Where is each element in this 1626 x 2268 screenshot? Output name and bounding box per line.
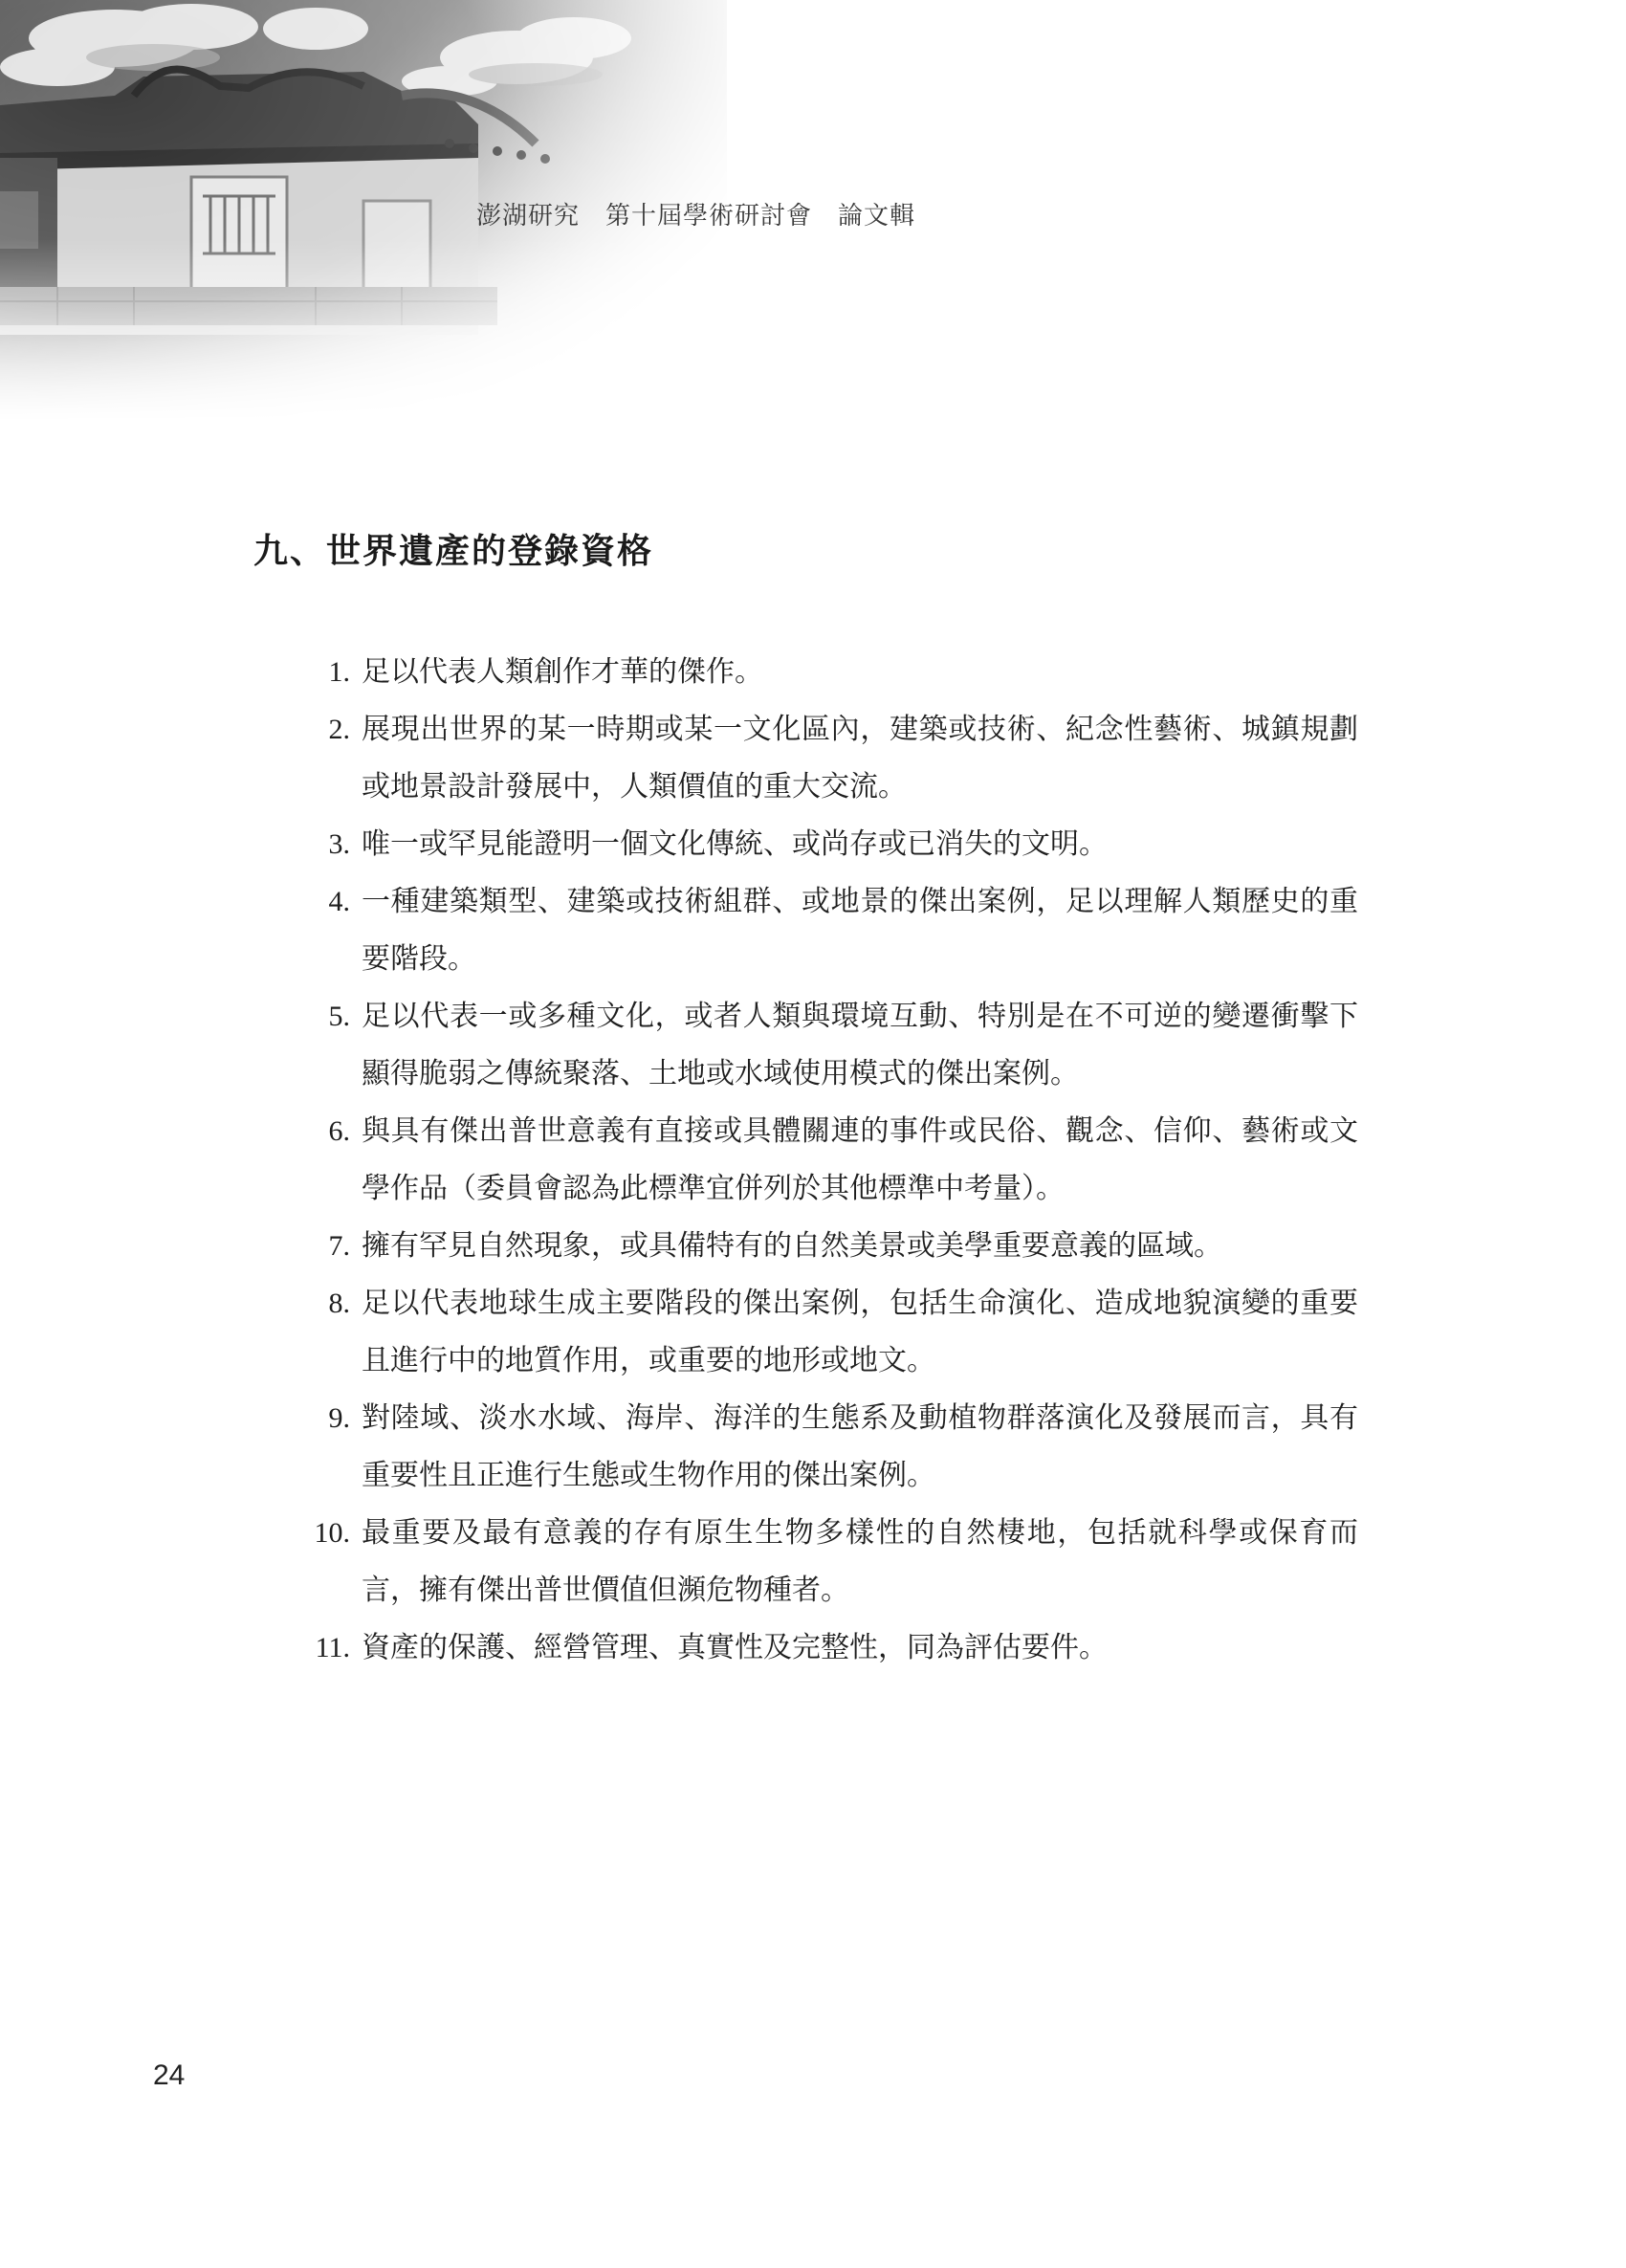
criteria-item [287, 1619, 1358, 1677]
criteria-text: 足以代表人類創作才華的傑作。 [362, 655, 763, 689]
criteria-item [287, 816, 1358, 873]
criteria-item [287, 644, 1358, 701]
criteria-text: 足以代表一或多種文化，或者人類與環境互動、特別是在不可逆的變遷衝擊下顯得脆弱之傳統聚落、土地或水域使用模式的傑出案例。 [362, 1000, 1358, 1090]
section-title: 九、世界遺產的登錄資格 [253, 531, 654, 571]
criteria-number: 6. [328, 1115, 350, 1147]
criteria-item [287, 701, 1358, 816]
criteria-number: 5. [328, 1001, 350, 1032]
criteria-text: 足以代表地球生成主要階段的傑出案例，包括生命演化、造成地貌演變的重要且進行中的地質作用，或重要的地形或地文。 [362, 1287, 1358, 1377]
page-number: 24 [153, 2059, 186, 2091]
criteria-text: 一種建築類型、建築或技術組群、或地景的傑出案例，足以理解人類歷史的重要階段。 [362, 885, 1358, 976]
criteria-text: 資產的保護、經營管理、真實性及完整性，同為評估要件。 [362, 1631, 1108, 1664]
criteria-item [287, 1275, 1358, 1390]
criteria-item [287, 873, 1358, 988]
criteria-list [287, 644, 1358, 1677]
criteria-number: 3. [328, 828, 350, 860]
criteria-text: 唯一或罕見能證明一個文化傳統、或尚存或已消失的文明。 [362, 827, 1108, 861]
criteria-number: 1. [328, 656, 350, 688]
criteria-number: 8. [328, 1288, 350, 1319]
criteria-text: 對陸域、淡水水域、海岸、海洋的生態系及動植物群落演化及發展而言，具有重要性且正進行生態或生物作用的傑出案例。 [362, 1401, 1358, 1492]
running-header: 澎湖研究 第十屆學術研討會 論文輯 [476, 202, 916, 231]
criteria-number: 2. [328, 714, 350, 745]
criteria-number: 11. [315, 1632, 350, 1663]
criteria-item [287, 1103, 1358, 1218]
criteria-item [287, 1505, 1358, 1619]
criteria-text: 擁有罕見自然現象，或具備特有的自然美景或美學重要意義的區域。 [362, 1229, 1222, 1263]
criteria-text: 與具有傑出普世意義有直接或具體關連的事件或民俗、觀念、信仰、藝術或文學作品（委員會認為此標準宜併列於其他標準中考量）。 [362, 1114, 1358, 1205]
criteria-item [287, 988, 1358, 1103]
criteria-text: 展現出世界的某一時期或某一文化區內，建築或技術、紀念性藝術、城鎮規劃或地景設計發展中，人類價值的重大交流。 [362, 713, 1358, 804]
criteria-number: 10. [314, 1517, 350, 1549]
criteria-text: 最重要及最有意義的存有原生生物多樣性的自然棲地，包括就科學或保育而言，擁有傑出普世價值但瀕危物種者。 [362, 1516, 1358, 1607]
criteria-item [287, 1390, 1358, 1505]
criteria-item [287, 1218, 1358, 1275]
criteria-number: 9. [328, 1402, 350, 1434]
criteria-number: 7. [328, 1230, 350, 1262]
criteria-number: 4. [328, 886, 350, 917]
